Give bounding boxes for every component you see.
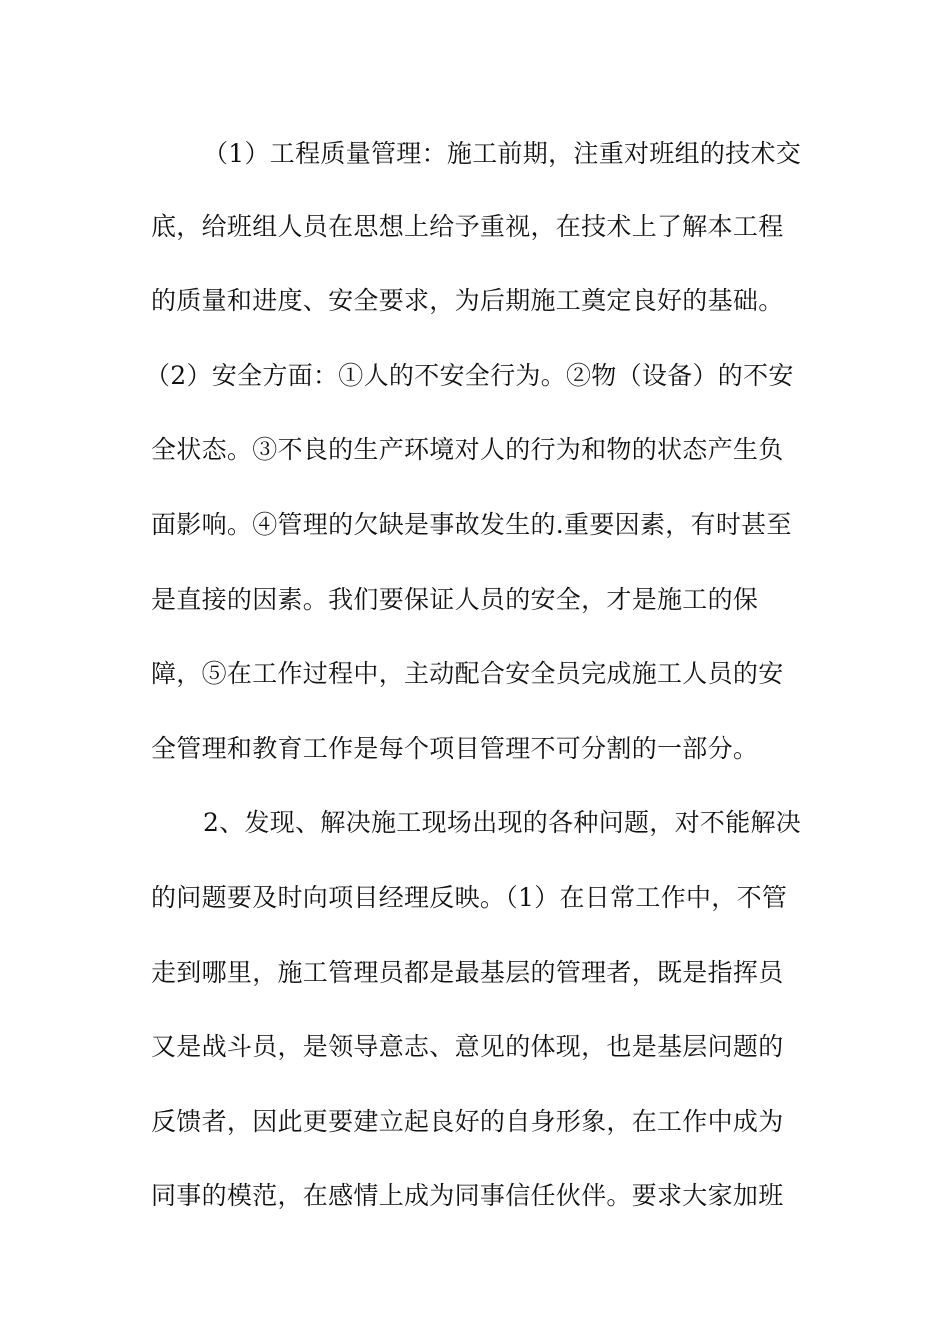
text-line-9: 全管理和教育工作是每个项目管理不可分割的一部分。 bbox=[151, 734, 759, 763]
text-line-13: 又是战斗员，是领导意志、意见的体现，也是基层问题的 bbox=[151, 1032, 784, 1061]
text-line-2: 底，给班组人员在思想上给予重视，在技术上了解本工程 bbox=[151, 212, 784, 241]
text-line-6: 面影响。④管理的欠缺是事故发生的.重要因素，有时甚至 bbox=[151, 510, 792, 539]
text-line-4: （2）安全方面：①人的不安全行为。②物（设备）的不安 bbox=[145, 361, 794, 390]
text-line-7: 是直接的因素。我们要保证人员的安全，才是施工的保 bbox=[151, 585, 759, 614]
text-line-10: 2、发现、解决施工现场出现的各种问题，对不能解决 bbox=[203, 808, 802, 837]
text-line-3: 的质量和进度、安全要求，为后期施工奠定良好的基础。 bbox=[151, 286, 784, 315]
text-line-8: 障，⑤在工作过程中，主动配合安全员完成施工人员的安 bbox=[151, 659, 784, 688]
text-line-1: （1）工程质量管理：施工前期，注重对班组的技术交 bbox=[203, 139, 802, 168]
text-line-5: 全状态。③不良的生产环境对人的行为和物的状态产生负 bbox=[151, 435, 784, 464]
text-line-15: 同事的模范，在感情上成为同事信任伙伴。要求大家加班 bbox=[151, 1181, 784, 1210]
text-line-12: 走到哪里，施工管理员都是最基层的管理者，既是指挥员 bbox=[151, 958, 784, 987]
text-line-11: 的问题要及时向项目经理反映。（1）在日常工作中，不管 bbox=[151, 883, 788, 912]
text-line-14: 反馈者，因此更要建立起良好的自身形象，在工作中成为 bbox=[151, 1107, 784, 1136]
